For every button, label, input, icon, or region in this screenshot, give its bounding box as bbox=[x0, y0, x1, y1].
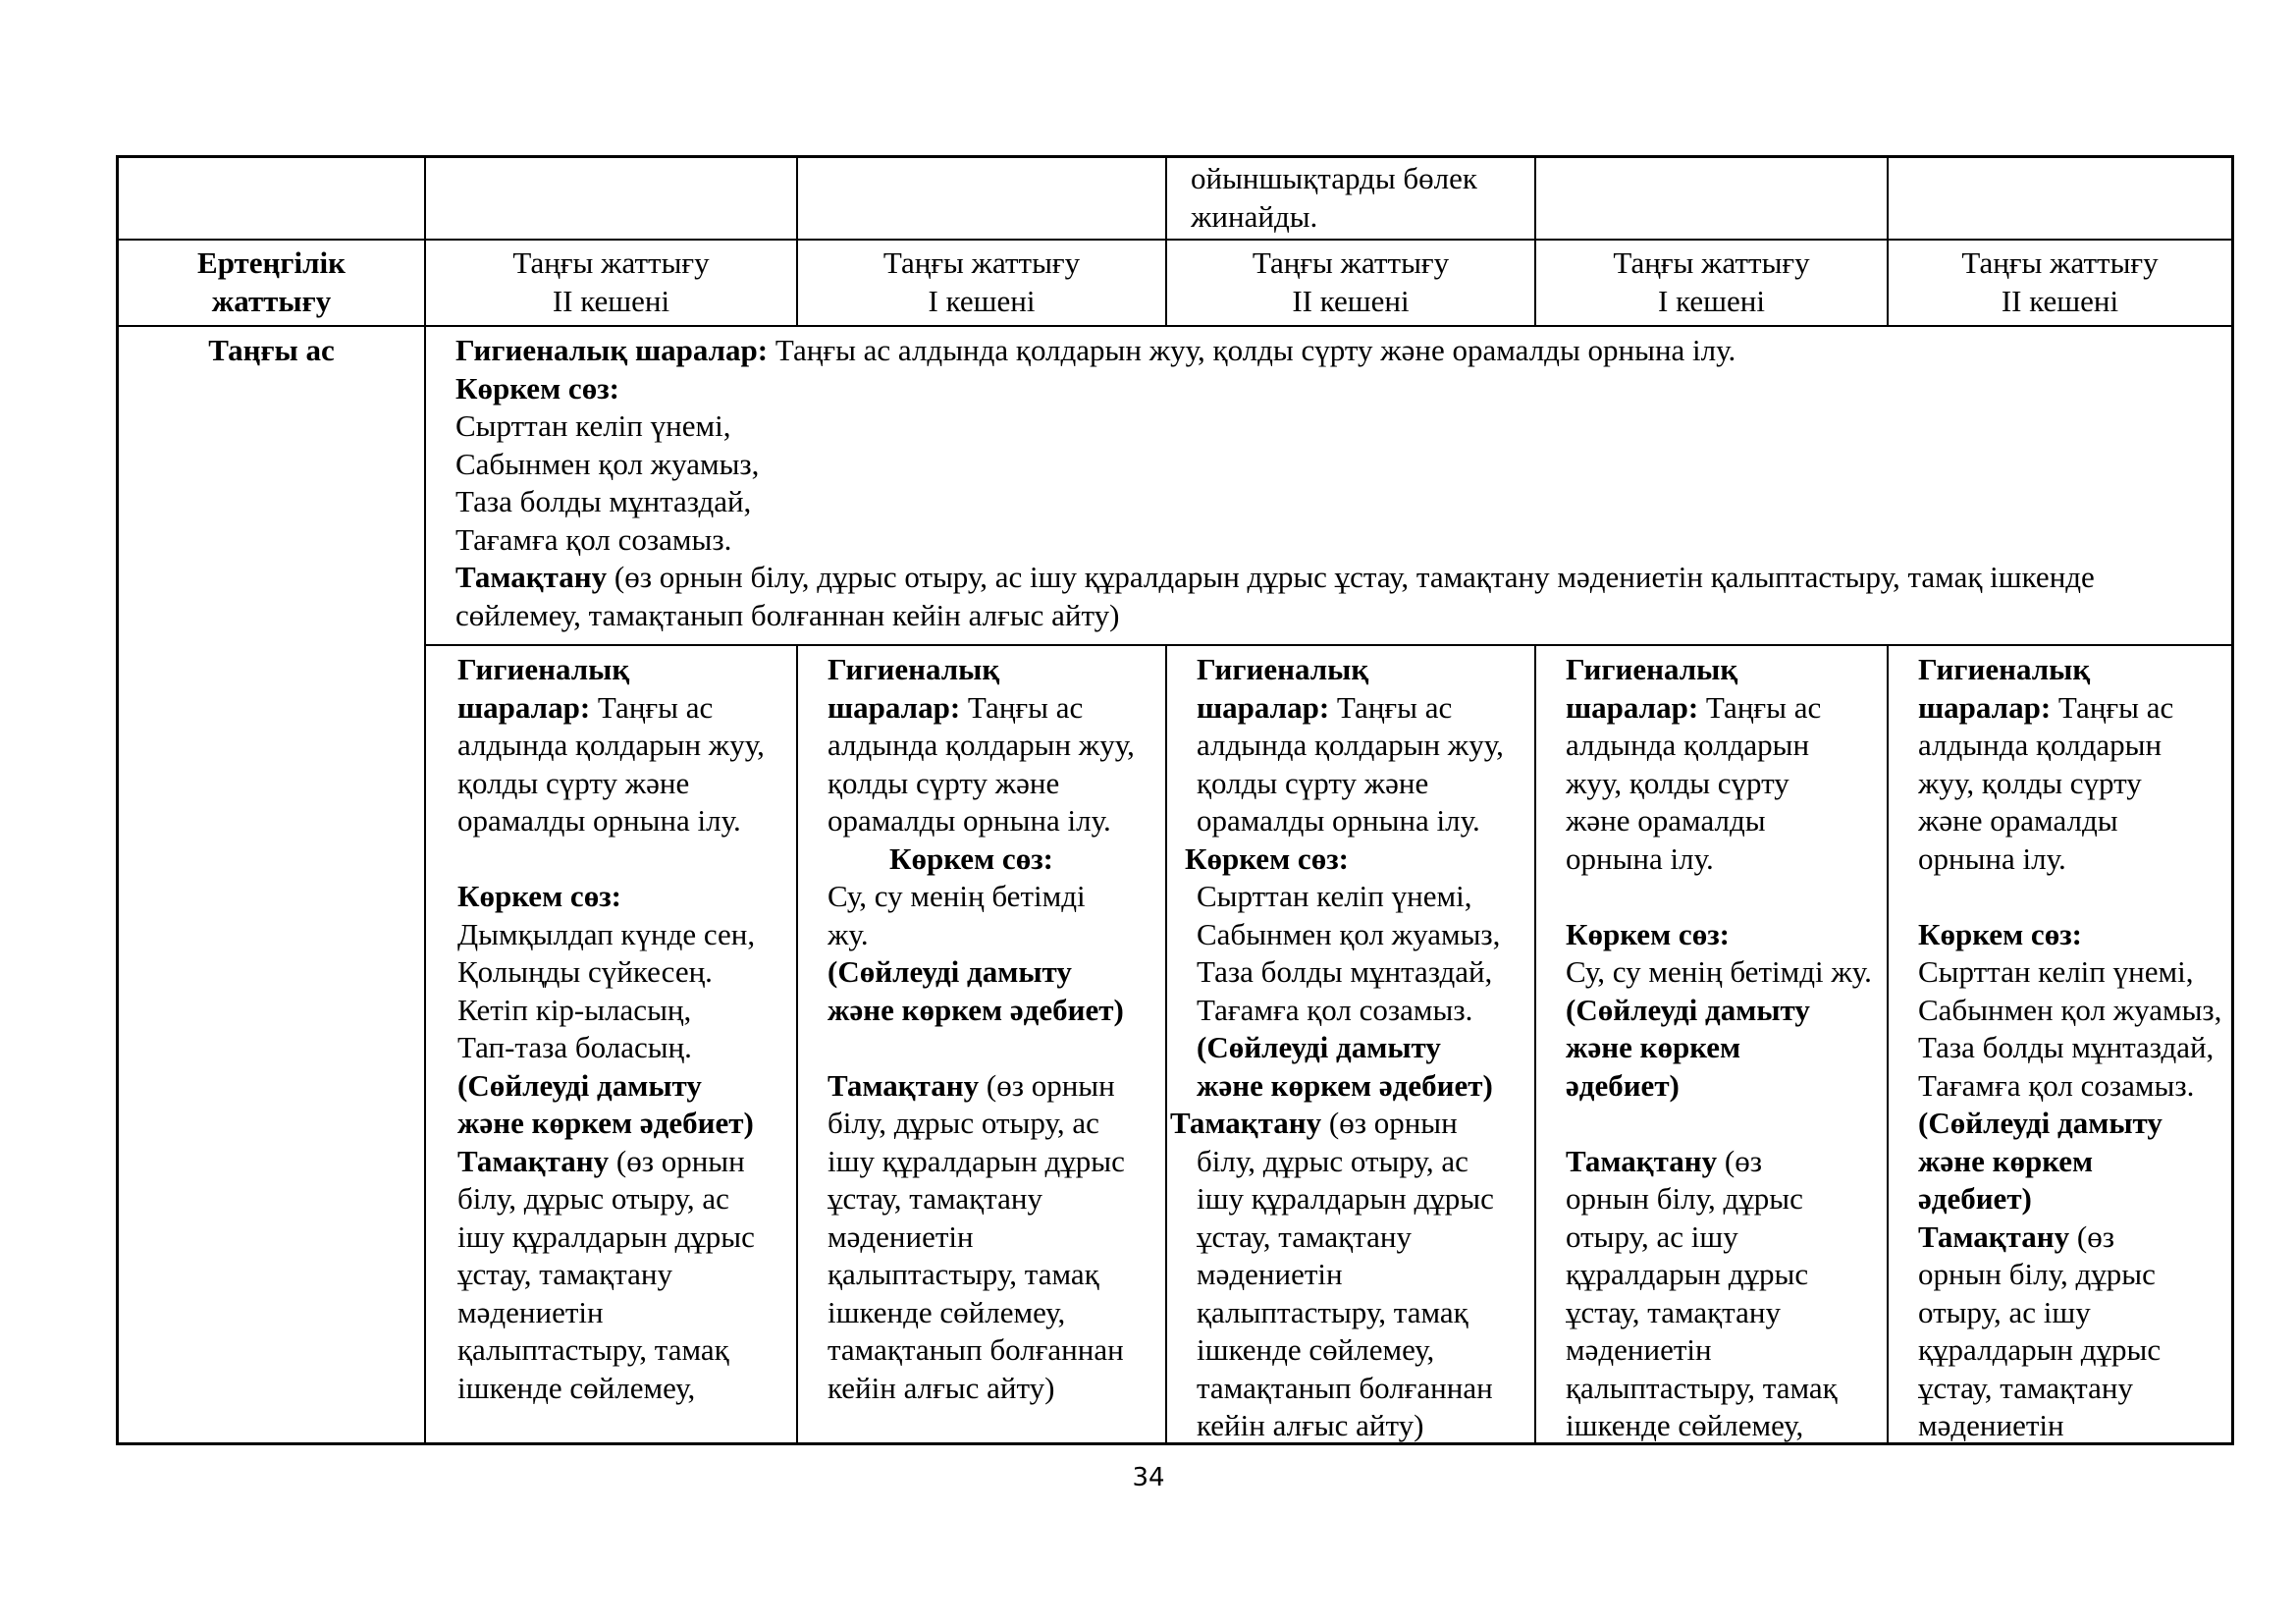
cell-line: орнына ілу. bbox=[1566, 840, 1714, 876]
cell-line: және көркем bbox=[1566, 1030, 1741, 1064]
bold-lead: Тамақтану bbox=[457, 1143, 610, 1178]
label-line: Ертеңгілік bbox=[197, 245, 346, 280]
cell-line: Кетіп кір-ыласың, bbox=[457, 992, 692, 1027]
grid-line bbox=[1887, 645, 1889, 1442]
grid-line bbox=[424, 644, 2231, 646]
cell-line: Сырттан келіп үнемі, bbox=[1918, 954, 2194, 989]
bold-lead: шаралар: bbox=[1197, 689, 1330, 725]
cell-line: Сабынмен қол жуамыз, bbox=[1197, 916, 1501, 951]
cell-line: кейін алғыс айту) bbox=[1197, 1408, 1424, 1442]
cell-line: және көркем әдебиет) bbox=[457, 1106, 754, 1140]
cell-line: және көркем әдебиет) bbox=[828, 992, 1124, 1027]
cell-line: Қолыңды сүйкесең. bbox=[457, 954, 713, 989]
cell-line: І кешені bbox=[928, 283, 1036, 318]
cell-line: және орамалды bbox=[1918, 803, 2118, 838]
breakfast-day-1 bbox=[457, 651, 794, 1407]
cell-line: Таңғы жаттығу bbox=[512, 245, 710, 280]
exercise-cell-3 bbox=[1167, 244, 1534, 320]
cell-line: сөйлемеу, тамақтанып болғаннан кейін алғыс айту) bbox=[455, 597, 1120, 632]
grid-line bbox=[119, 325, 2231, 327]
cell-line: мәдениетін bbox=[457, 1294, 604, 1329]
cell-line: кейін алғыс айту) bbox=[828, 1370, 1055, 1405]
cell-line: ішкенде сөйлемеу, bbox=[1566, 1408, 1804, 1442]
cell-line: тамақтанып болғаннан bbox=[828, 1332, 1124, 1367]
poem-line: Таза болды мұнтаздай, bbox=[455, 484, 752, 518]
cell-line: Гигиеналық bbox=[1566, 652, 1738, 686]
cell-line: ішкенде сөйлемеу, bbox=[828, 1294, 1066, 1329]
cell-line: жу. bbox=[828, 916, 869, 951]
cell-line: Таңғы жаттығу bbox=[1252, 245, 1450, 280]
exercise-label bbox=[119, 244, 424, 320]
text-run: Таңғы ас bbox=[1329, 689, 1453, 725]
cell-line: Тап-таза боласың. bbox=[457, 1030, 692, 1064]
breakfast-day-2 bbox=[828, 651, 1165, 1407]
text-run: Таңғы ас bbox=[590, 689, 714, 725]
cell-line: және көркем bbox=[1918, 1143, 2094, 1178]
cell-line: орнына ілу. bbox=[1918, 840, 2066, 876]
bold-lead: Гигиеналық шаралар: bbox=[455, 333, 769, 367]
bold-lead: шаралар: bbox=[1918, 689, 2052, 725]
cell-line: білу, дұрыс отыру, ас bbox=[457, 1181, 729, 1216]
cell-line: қолды сүрту және bbox=[1197, 765, 1429, 800]
cell-line bbox=[1167, 1105, 1534, 1143]
cell-line bbox=[455, 332, 2227, 370]
cell-line: алдында қолдарын жуу, bbox=[828, 728, 1135, 762]
exercise-cell-2 bbox=[798, 244, 1165, 320]
poem-line: Сырттан келіп үнемі, bbox=[455, 408, 731, 443]
cell-line: білу, дұрыс отыру, ас bbox=[1197, 1143, 1468, 1178]
cell-line: алдында қолдарын жуу, bbox=[457, 728, 765, 762]
cell-line: алдында қолдарын bbox=[1918, 728, 2163, 762]
cell-line: ІІ кешені bbox=[2001, 283, 2119, 318]
exercise-cell-1 bbox=[426, 244, 796, 320]
cell-line: Таңғы жаттығу bbox=[1613, 245, 1810, 280]
cell-line: Гигиеналық bbox=[1918, 652, 2091, 686]
grid-line bbox=[1534, 645, 1536, 1442]
cell-line bbox=[1566, 689, 1887, 728]
cell-line: құралдарын дұрыс bbox=[1566, 1257, 1809, 1291]
cell-line: Көркем сөз: bbox=[457, 879, 621, 913]
cell-line: қолды сүрту және bbox=[457, 765, 690, 800]
text-run: (өз орнын білу, дұрыс отыру, ас ішу құралдарын дұрыс ұстау, тамақтану мәдениетін қалыптастыру, тамақ ішкенде bbox=[607, 560, 2095, 594]
bold-lead: Тамақтану bbox=[1566, 1143, 1718, 1178]
grid-line bbox=[796, 645, 798, 1442]
cell-line: орамалды орнына ілу. bbox=[828, 803, 1111, 838]
cell-line: отыру, ас ішу bbox=[1566, 1218, 1738, 1254]
cell-line: ұстау, тамақтану bbox=[1566, 1294, 1781, 1329]
cell-line: ішкенде сөйлемеу, bbox=[1197, 1332, 1435, 1367]
cell-line: мәдениетін bbox=[828, 1218, 974, 1254]
cell-line: ішу құралдарын дұрыс bbox=[828, 1143, 1125, 1178]
bold-lead: Тамақтану bbox=[455, 560, 608, 594]
top-row-cell bbox=[1191, 160, 1524, 236]
cell-line: және орамалды bbox=[1566, 803, 1766, 838]
cell-line: мәдениетін bbox=[1566, 1332, 1712, 1367]
cell-line: Су, су менің бетімді bbox=[828, 879, 1086, 913]
cell-line: ұстау, тамақтану bbox=[1918, 1370, 2133, 1405]
text-run: Таңғы ас bbox=[2051, 689, 2174, 725]
cell-line: әдебиет) bbox=[1918, 1181, 2032, 1216]
cell-line: және көркем әдебиет) bbox=[1197, 1067, 1493, 1103]
text-run: (өз орнын bbox=[609, 1143, 745, 1178]
cell-line: мәдениетін bbox=[1918, 1408, 2064, 1442]
cell-line: алдында қолдарын жуу, bbox=[1197, 728, 1504, 762]
cell-line: қолды сүрту және bbox=[828, 765, 1060, 800]
cell-line: тамақтанып болғаннан bbox=[1197, 1370, 1493, 1405]
cell-line: Көркем сөз: bbox=[1566, 916, 1730, 951]
cell-line: (Сөйлеуді дамыту bbox=[457, 1067, 702, 1103]
cell-line: Гигиеналық bbox=[1197, 652, 1369, 686]
cell-line: Гигиеналық bbox=[828, 652, 1000, 686]
cell-line: Көркем сөз: bbox=[1918, 916, 2082, 951]
cell-line: Су, су менің бетімді жу. bbox=[1566, 954, 1872, 989]
text-run: Таңғы ас bbox=[1698, 689, 1822, 725]
text-run: (өз орнын bbox=[1321, 1106, 1458, 1140]
poem-line: Сабынмен қол жуамыз, bbox=[455, 446, 760, 481]
schedule-table bbox=[116, 155, 2234, 1445]
breakfast-merged-cell bbox=[455, 332, 2227, 634]
cell-line: қалыптастыру, тамақ bbox=[828, 1257, 1099, 1291]
text-run: Таңғы ас алдында қолдарын жуу, қолды сүрту және орамалды орнына ілу. bbox=[768, 333, 1736, 367]
exercise-cell-5 bbox=[1889, 244, 2231, 320]
cell-line: І кешені bbox=[1658, 283, 1765, 318]
cell-line bbox=[457, 1143, 794, 1181]
cell-line bbox=[828, 1067, 1165, 1106]
cell-line: орамалды орнына ілу. bbox=[1197, 803, 1480, 838]
cell-line: Дымқылдап күнде сен, bbox=[457, 916, 756, 951]
cell-line: құралдарын дұрыс bbox=[1918, 1332, 2162, 1367]
blank-line bbox=[1918, 878, 2231, 916]
breakfast-day-4 bbox=[1566, 651, 1887, 1445]
cell-line: мәдениетін bbox=[1197, 1257, 1343, 1291]
cell-line: Көркем сөз: bbox=[889, 840, 1053, 876]
label-line: Таңғы ас bbox=[208, 333, 335, 367]
cell-line bbox=[1918, 689, 2231, 728]
breakfast-day-3 bbox=[1167, 651, 1534, 1445]
cell-line bbox=[1566, 1143, 1887, 1181]
cell-line: Таза болды мұнтаздай, bbox=[1918, 1030, 2215, 1064]
text-run: Таңғы ас bbox=[960, 689, 1084, 725]
cell-line: қалыптастыру, тамақ bbox=[457, 1332, 729, 1367]
cell-line: ішкенде сөйлемеу, bbox=[457, 1370, 696, 1405]
cell-line: Сабынмен қол жуамыз, bbox=[1918, 992, 2222, 1027]
cell-line: Таза болды мұнтаздай, bbox=[1197, 954, 1493, 989]
cell-line: ІІ кешені bbox=[552, 283, 670, 318]
grid-line bbox=[424, 158, 426, 1442]
bold-lead: Тамақтану bbox=[828, 1067, 980, 1103]
blank-line bbox=[1566, 878, 1887, 916]
cell-line: ұстау, тамақтану bbox=[457, 1257, 672, 1291]
cell-line: ұстау, тамақтану bbox=[828, 1181, 1042, 1216]
cell-line: (Сөйлеуді дамыту bbox=[828, 954, 1072, 989]
cell-line: орамалды орнына ілу. bbox=[457, 803, 741, 838]
cell-line: білу, дұрыс отыру, ас bbox=[828, 1106, 1099, 1140]
cell-line: ойыншықтарды бөлек bbox=[1191, 161, 1477, 195]
cell-line: ішу құралдарын дұрыс bbox=[457, 1218, 755, 1254]
cell-line: Гигиеналық bbox=[457, 652, 630, 686]
cell-line: ішу құралдарын дұрыс bbox=[1197, 1181, 1494, 1216]
cell-line: отыру, ас ішу bbox=[1918, 1294, 2091, 1329]
bold-lead: шаралар: bbox=[1566, 689, 1699, 725]
cell-line bbox=[457, 689, 794, 728]
cell-line: Көркем сөз: bbox=[455, 370, 619, 406]
cell-line: (Сөйлеуді дамыту bbox=[1918, 1106, 2163, 1140]
cell-line: Көркем сөз: bbox=[1185, 840, 1349, 876]
cell-line: ІІ кешені bbox=[1292, 283, 1410, 318]
cell-line: қалыптастыру, тамақ bbox=[1566, 1370, 1838, 1405]
cell-line: жинайды. bbox=[1191, 198, 1318, 234]
bold-lead: Тамақтану bbox=[1918, 1218, 2070, 1254]
cell-line: Таңғы жаттығу bbox=[882, 245, 1081, 280]
bold-lead: Тамақтану bbox=[1170, 1106, 1322, 1140]
breakfast-day-5 bbox=[1918, 651, 2231, 1445]
text-run: (өз bbox=[2069, 1218, 2114, 1254]
text-run: (өз орнын bbox=[979, 1067, 1115, 1103]
text-run: (өз bbox=[1717, 1143, 1762, 1178]
exercise-cell-4 bbox=[1536, 244, 1887, 320]
cell-line: қалыптастыру, тамақ bbox=[1197, 1294, 1468, 1329]
cell-line: (Сөйлеуді дамыту bbox=[1566, 992, 1810, 1027]
cell-line bbox=[828, 689, 1165, 728]
bold-lead: шаралар: bbox=[828, 689, 961, 725]
blank-line bbox=[828, 1029, 1165, 1067]
blank-line bbox=[457, 840, 794, 879]
cell-line: әдебиет) bbox=[1566, 1067, 1680, 1103]
cell-line: алдында қолдарын bbox=[1566, 728, 1810, 762]
bold-lead: шаралар: bbox=[457, 689, 591, 725]
page-number: 34 bbox=[1132, 1463, 1165, 1492]
cell-line: Сырттан келіп үнемі, bbox=[1197, 879, 1472, 913]
cell-line bbox=[1918, 1218, 2231, 1257]
cell-line: ұстау, тамақтану bbox=[1197, 1218, 1412, 1254]
cell-line: Таңғы жаттығу bbox=[1961, 245, 2159, 280]
cell-line: жуу, қолды сүрту bbox=[1918, 765, 2142, 800]
cell-line: жуу, қолды сүрту bbox=[1566, 765, 1789, 800]
cell-line: орнын білу, дұрыс bbox=[1918, 1257, 2156, 1291]
cell-line: орнын білу, дұрыс bbox=[1566, 1181, 1803, 1216]
breakfast-label bbox=[119, 332, 424, 370]
cell-line: Тағамға қол созамыз. bbox=[1197, 992, 1473, 1027]
poem-line: Тағамға қол созамыз. bbox=[455, 521, 732, 557]
blank-line bbox=[1566, 1105, 1887, 1143]
grid-line bbox=[119, 239, 2231, 241]
label-line: жаттығу bbox=[211, 283, 332, 318]
cell-line bbox=[455, 559, 2227, 597]
cell-line: Тағамға қол созамыз. bbox=[1918, 1067, 2195, 1103]
cell-line bbox=[1167, 689, 1534, 728]
cell-line: (Сөйлеуді дамыту bbox=[1197, 1030, 1441, 1064]
